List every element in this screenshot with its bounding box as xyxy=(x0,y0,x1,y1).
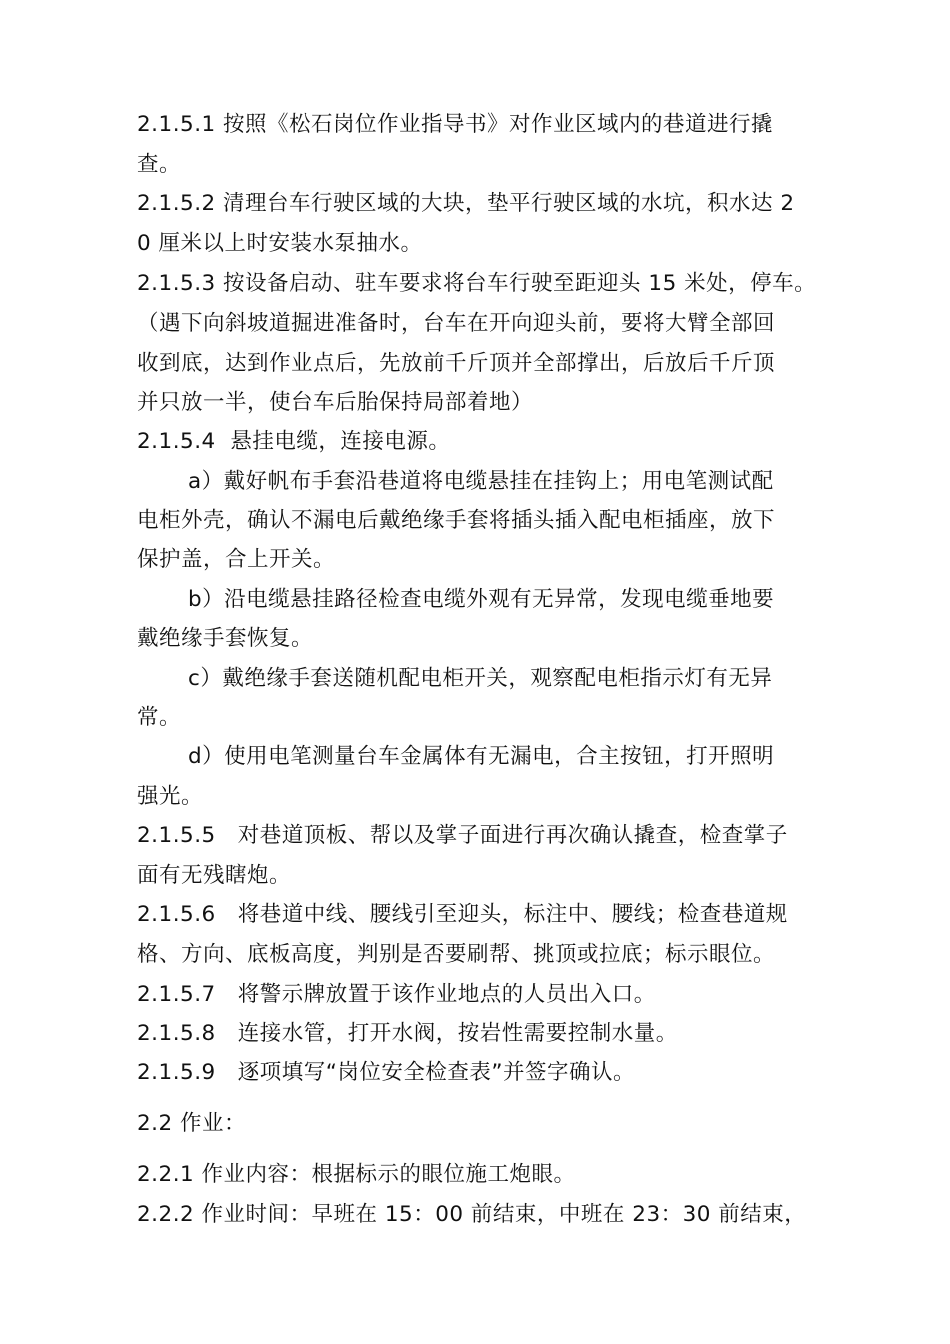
text-line: 电柜外壳，确认不漏电后戴绝缘手套将插头插入配电柜插座，放下 xyxy=(137,508,776,533)
section-heading: 2.2 作业： xyxy=(137,1111,247,1136)
text-line: b）沿电缆悬挂路径检查电缆外观有无异常，发现电缆垂地要 xyxy=(188,587,775,612)
text-line: 查。 xyxy=(137,152,182,177)
text-line: 2.1.5.8 连接水管，打开水阀，按岩性需要控制水量。 xyxy=(137,1021,678,1046)
text-line: 保护盖，合上开关。 xyxy=(137,547,336,572)
text-line: 收到底，达到作业点后，先放前千斤顶并全部撑出，后放后千斤顶 xyxy=(137,351,776,376)
text-line: 2.1.5.6 将巷道中线、腰线引至迎头，标注中、腰线；检查巷道规 xyxy=(137,902,788,927)
text-line: 常。 xyxy=(137,705,182,730)
text-line: 2.1.5.1 按照《松石岗位作业指导书》对作业区域内的巷道进行撬 xyxy=(137,112,774,137)
text-line: 2.2.1 作业内容：根据标示的眼位施工炮眼。 xyxy=(137,1162,576,1187)
text-line: 面有无残瞎炮。 xyxy=(137,863,292,888)
text-line: 2.2.2 作业时间：早班在 15：00 前结束，中班在 23：30 前结束， xyxy=(137,1202,807,1227)
text-line: 2.1.5.3 按设备启动、驻车要求将台车行驶至距迎头 15 米处，停车。 xyxy=(137,271,817,296)
text-line: c）戴绝缘手套送随机配电柜开关，观察配电柜指示灯有无异 xyxy=(188,666,773,691)
text-line: 0 厘米以上时安装水泵抽水。 xyxy=(137,231,423,256)
text-line: 并只放一半，使台车后胎保持局部着地） xyxy=(137,390,534,415)
text-line: 2.1.5.2 清理台车行驶区域的大块，垫平行驶区域的水坑，积水达 2 xyxy=(137,191,795,216)
text-line: 2.1.5.4 悬挂电缆，连接电源。 xyxy=(137,429,451,454)
text-line: a）戴好帆布手套沿巷道将电缆悬挂在挂钩上；用电笔测试配 xyxy=(188,469,774,494)
text-line: 2.1.5.5 对巷道顶板、帮以及掌子面进行再次确认撬查，检查掌子 xyxy=(137,823,788,848)
text-line: d）使用电笔测量台车金属体有无漏电，合主按钮，打开照明 xyxy=(188,744,775,769)
text-line: 格、方向、底板高度，判别是否要刷帮、挑顶或拉底；标示眼位。 xyxy=(137,942,776,967)
text-line: 强光。 xyxy=(137,784,204,809)
text-line: （遇下向斜坡道掘进准备时，台车在开向迎头前，要将大臂全部回 xyxy=(137,311,776,336)
text-line: 2.1.5.9 逐项填写“岗位安全检查表”并签字确认。 xyxy=(137,1060,635,1085)
text-line: 2.1.5.7 将警示牌放置于该作业地点的人员出入口。 xyxy=(137,982,656,1007)
text-line: 戴绝缘手套恢复。 xyxy=(137,626,314,651)
